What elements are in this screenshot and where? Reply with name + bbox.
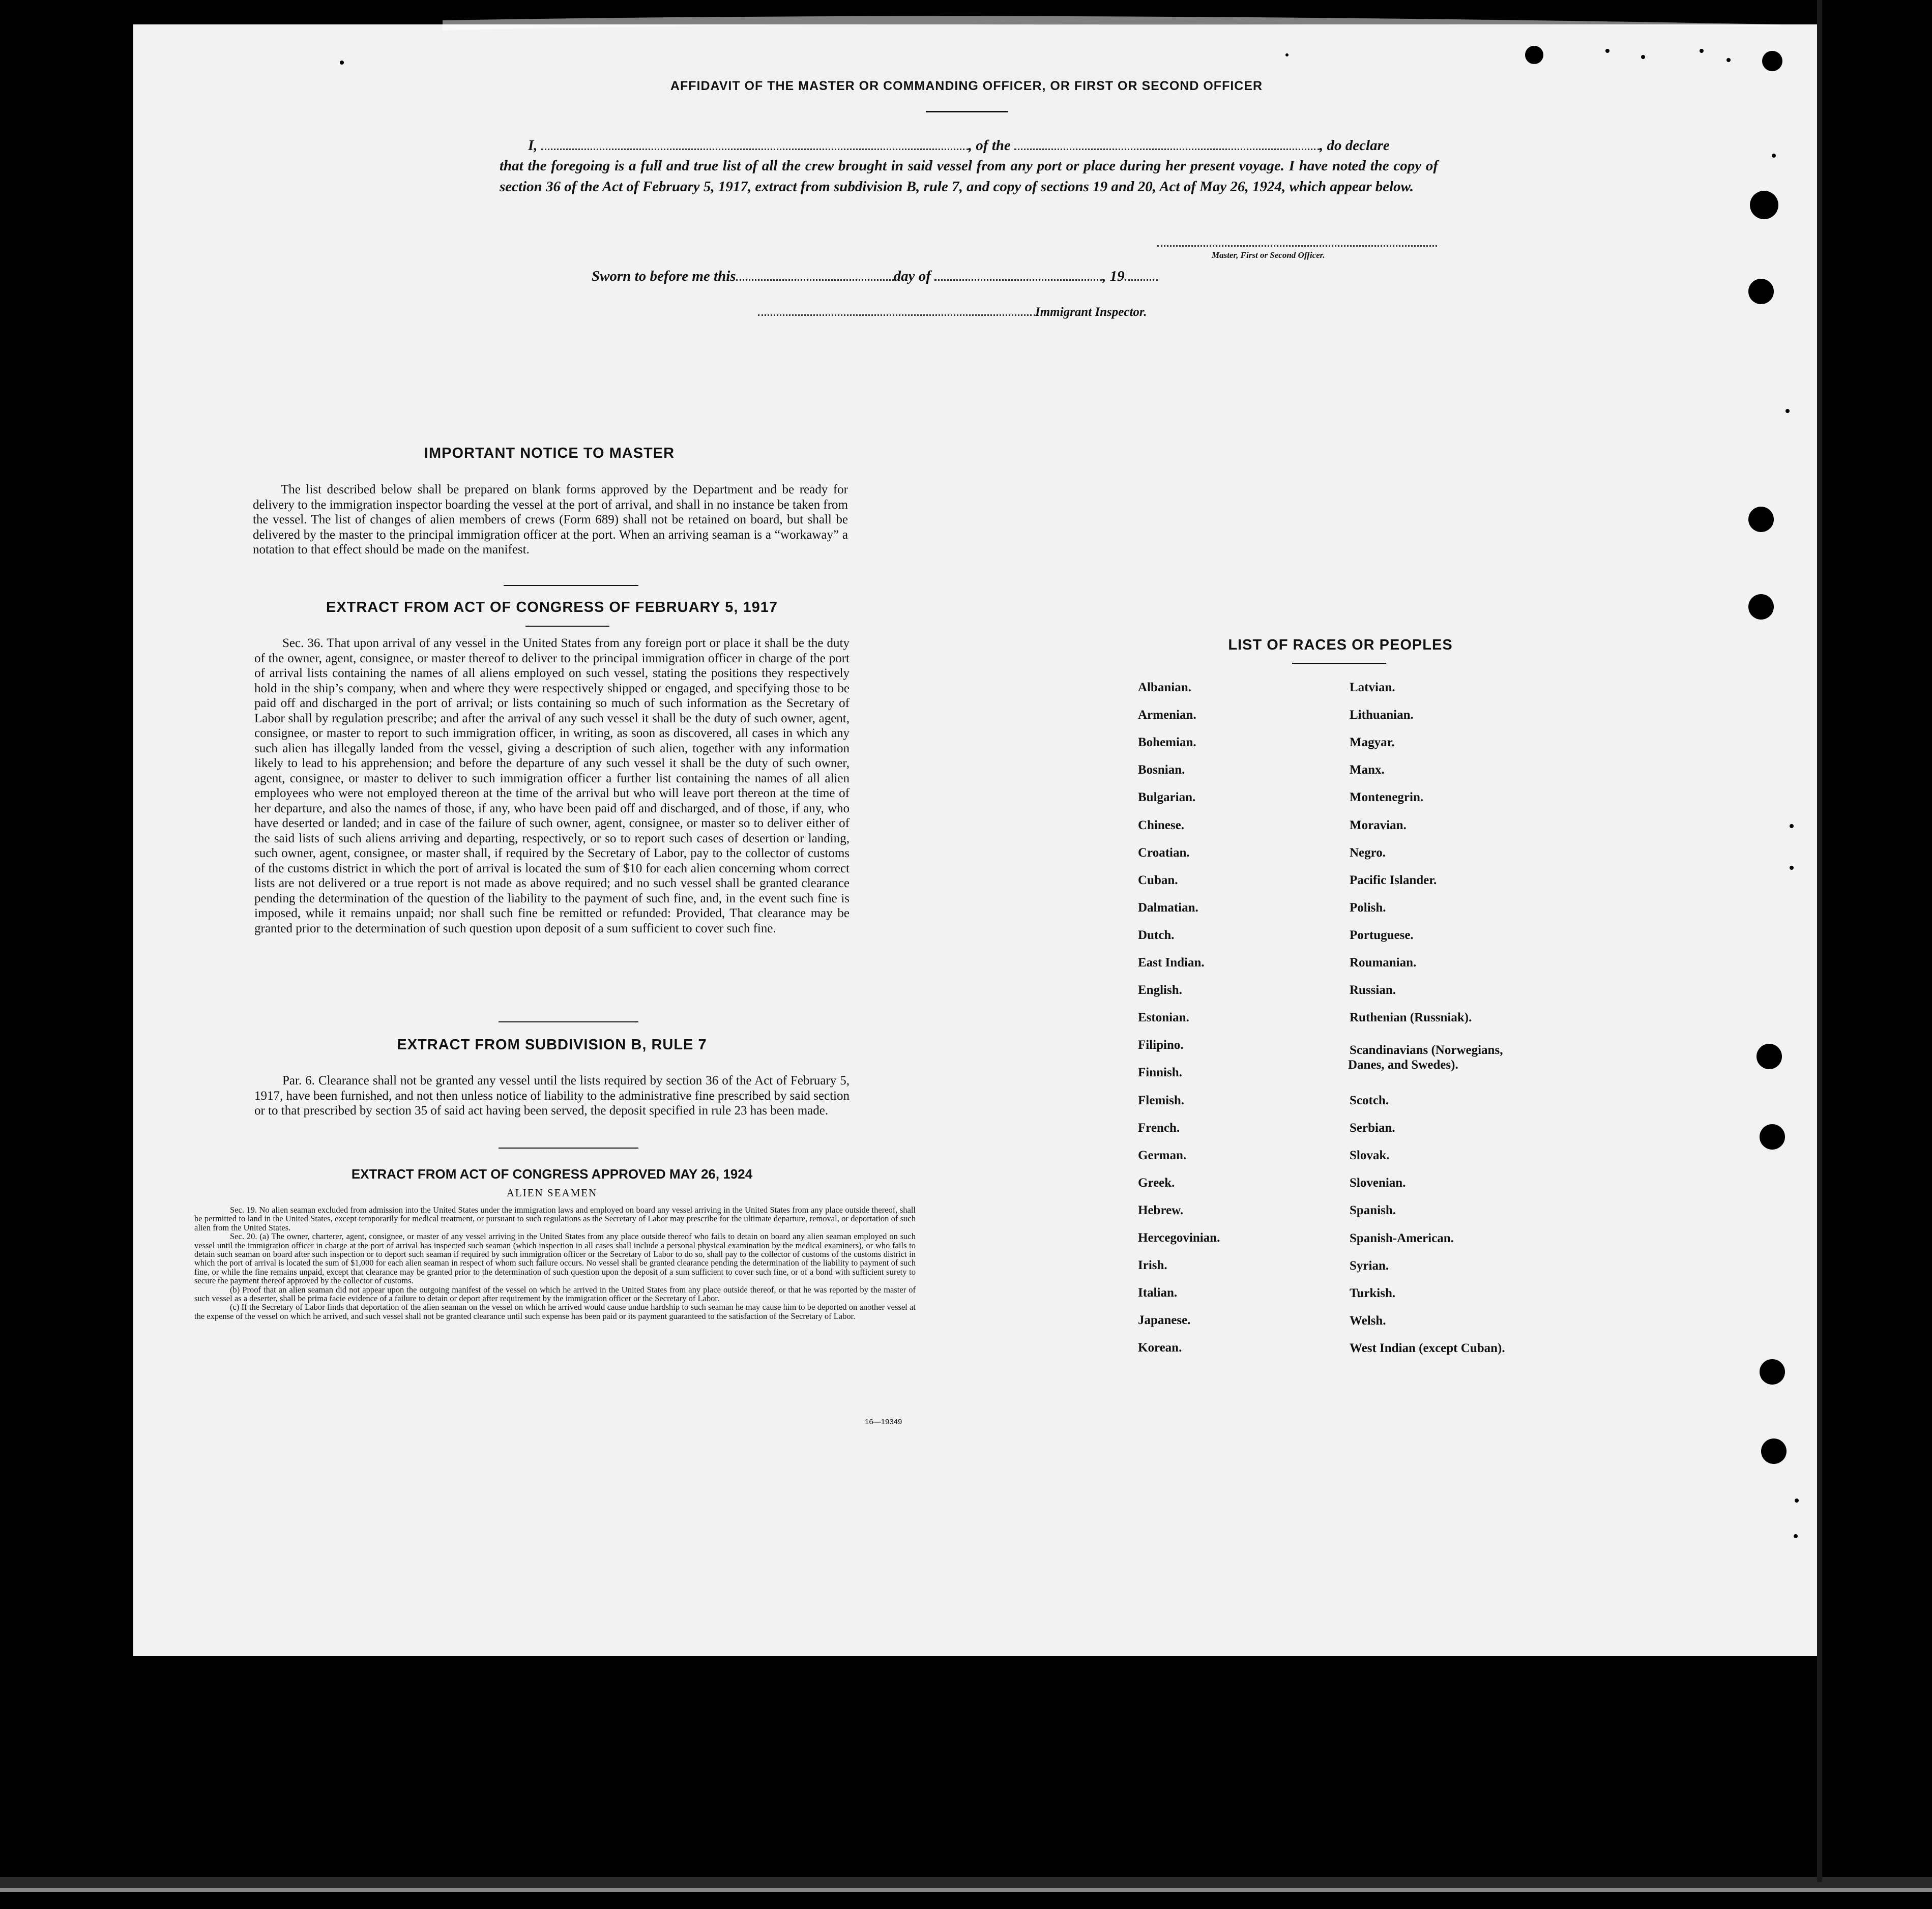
- sworn-day-field[interactable]: [736, 277, 894, 281]
- subdivision-b-title: EXTRACT FROM SUBDIVISION B, RULE 7: [397, 1037, 707, 1053]
- divider: [1292, 663, 1386, 664]
- race-item: Armenian.: [1138, 708, 1196, 722]
- act-1924-subtitle: ALIEN SEAMEN: [506, 1187, 598, 1199]
- race-item: Hebrew.: [1138, 1203, 1184, 1217]
- race-item: Filipino.: [1138, 1038, 1184, 1052]
- race-item: French.: [1138, 1121, 1180, 1135]
- race-item: Portuguese.: [1350, 928, 1414, 942]
- act-1917-sec36: Sec. 36. That upon arrival of any vessel in the United States from any foreign port or place it shall be the duty of the owner, agent, consignee, or master thereof to deliver to the principal immigration officer in charge of the port of arrival lists containing the names of all aliens employed on such vessel, stating the positions they respectively hold in the ship’s company, when and where they were respectively shipped or engaged, and specifying those to be paid off and discharged in the port of arrival; or lists containing so much of such information as the Secretary of Labor shall by regulation prescribe; and after the arrival of any such vessel it shall be the duty of such owner, agent, consignee, or master to report to such immigration officer, in writing, as soon as discovered, all cases in which any such alien has illegally landed from the vessel, giving a description of such alien, together with any information likely to lead to his apprehension; and before the departure of any such vessel it shall be the duty of such owner, agent, consignee, or master to deliver to such immigration officer a further list containing the names of all alien employees who were not employed thereon at the time of the arrival but who will leave port thereon at the time of her departure, and also the names of those, if any, who have been paid off and discharged, and of those, if any, who have deserted or landed; and in case of the failure of such owner, agent, consignee, or master so to deliver either of the said lists of such aliens arriving and departing, respectively, or so to report such cases of desertion or landing, such owner, agent, consignee, or master shall, if required by the Secretary of Labor, pay to the collector of customs of the customs district in which the port of arrival is located the sum of $10 for each alien concerning whom correct lists are not delivered or a true report is not made as above required; and no such vessel shall be granted clearance pending the determination of the question of the liability to the payment of such fine, and, in the event such fine is imposed, while it remains unpaid; nor shall such fine be remitted or refunded: Provided, That clearance may be granted prior to the determination of such question upon deposit of a sum sufficient to cover such fine.: [254, 636, 850, 935]
- act-1924-sec20b: (b) Proof that an alien seaman did not appear upon the outgoing manifest of the vessel on which he arrived in the United States from any place outside thereof, or that he was reported by the master of such vessel as a deserter, shall be prima facie evidence of a failure to detain or deport after requirement by the immigration officer or the Secretary of Labor.: [194, 1284, 916, 1304]
- race-item: Moravian.: [1350, 818, 1407, 832]
- inspector-signature-field[interactable]: [758, 312, 1035, 316]
- affidavit-declaration: that the foregoing is a full and true list of all the crew brought in said vessel from any port or place during her present voyage. I have noted the copy of section 36 of the Act of February 5, 1917, extract from subdivision B, rule 7, and copy of sections 19 and 20, Act of May 26, 1924, which appear below.: [500, 158, 1438, 195]
- races-title: LIST OF RACES OR PEOPLES: [1228, 637, 1453, 653]
- subdivision-b-par6: Par. 6. Clearance shall not be granted any vessel until the lists required by section 36 of the Act of February 5, 1917, have been furnished, and not then unless notice of liability to the administrative fine prescribed by said section or to that prescribed by section 35 of said act having been served, the deposit specified in rule 23 has been made.: [254, 1074, 850, 1118]
- race-item: Korean.: [1138, 1341, 1182, 1355]
- master-signature-field[interactable]: [1157, 243, 1437, 247]
- race-item: Chinese.: [1138, 818, 1184, 832]
- race-item: German.: [1138, 1148, 1187, 1162]
- race-item: Ruthenian (Russniak).: [1350, 1011, 1472, 1025]
- affidavit-title: AFFIDAVIT OF THE MASTER OR COMMANDING OFFICER, OR FIRST OR SECOND OFFICER: [670, 79, 1263, 93]
- race-item: Spanish-American.: [1350, 1231, 1454, 1245]
- race-item: Italian.: [1138, 1286, 1178, 1300]
- race-item: Slovenian.: [1350, 1176, 1406, 1190]
- race-item: Japanese.: [1138, 1313, 1191, 1328]
- divider: [499, 1021, 638, 1022]
- race-item: Flemish.: [1138, 1093, 1184, 1107]
- race-item: Spanish.: [1350, 1203, 1396, 1218]
- sworn-year-prefix: , 19: [1102, 268, 1125, 284]
- act-1924-title: EXTRACT FROM ACT OF CONGRESS APPROVED MAY 26, 1924: [351, 1166, 753, 1182]
- sworn-year-field[interactable]: [1125, 277, 1158, 281]
- race-item: Syrian.: [1350, 1258, 1389, 1273]
- race-item: Hercegovinian.: [1138, 1231, 1220, 1245]
- form-number: 16—19349: [865, 1418, 902, 1426]
- notice-text: [253, 482, 848, 557]
- master-signature-caption: Master, First or Second Officer.: [1212, 250, 1325, 260]
- race-item: Russian.: [1350, 983, 1396, 997]
- sworn-day-of: day of: [893, 268, 931, 284]
- race-item: Welsh.: [1350, 1313, 1386, 1328]
- race-item: Negro.: [1350, 845, 1386, 860]
- declarant-name-field[interactable]: [541, 146, 969, 150]
- divider: [525, 626, 609, 627]
- race-item: Roumanian.: [1350, 956, 1417, 970]
- notice-paragraph: The list described below shall be prepared on blank forms approved by the Department and be ready for delivery to the immigration inspector boarding the vessel at the port of arrival, and shall in no instance be taken from the vessel. The list of changes of alien members of crews (Form 689) shall not be retained on board, but shall be delivered by the master to the principal immigration officer at the port. When an arriving seaman is a “workaway” a notation to that effect should be made on the manifest.: [253, 483, 848, 556]
- declarant-of-label: , of the: [968, 137, 1011, 154]
- declarant-prefix: I,: [528, 137, 538, 154]
- race-item: Latvian.: [1350, 681, 1395, 694]
- race-item: Irish.: [1138, 1258, 1167, 1273]
- act-1924-sec19: Sec. 19. No alien seaman excluded from admission into the United States under the immigration laws and employed on board any vessel arriving in the United States from any place outside thereof, shall be permitted to land in the United States, except temporarily for medical treatment, or pursuant to such regulations as the Secretary of Labor may prescribe for the ultimate departure, removal, or deportation of such alien from the United States.: [194, 1205, 916, 1232]
- race-item: Cuban.: [1138, 873, 1178, 887]
- race-item: Montenegrin.: [1350, 790, 1424, 805]
- race-item: Bohemian.: [1138, 736, 1196, 750]
- sworn-line: [592, 268, 1158, 285]
- subdivision-b-text: [254, 1073, 850, 1119]
- inspector-line: [758, 305, 1147, 319]
- race-item: Scandinavians (Norwegians,: [1350, 1043, 1503, 1057]
- race-item: Slovak.: [1350, 1149, 1390, 1163]
- race-item: Albanian.: [1138, 681, 1191, 694]
- race-item: Lithuanian.: [1350, 708, 1414, 722]
- race-item: West Indian (except Cuban).: [1350, 1341, 1505, 1355]
- divider: [499, 1148, 638, 1149]
- race-item: Finnish.: [1138, 1066, 1182, 1080]
- vessel-name-field[interactable]: [1014, 146, 1320, 150]
- race-item: Bulgarian.: [1138, 790, 1196, 805]
- divider: [926, 111, 1008, 112]
- race-item: Bosnian.: [1138, 763, 1185, 777]
- declare-label: , do declare: [1320, 137, 1390, 154]
- race-item: Dutch.: [1138, 928, 1175, 942]
- race-item: Dalmatian.: [1138, 900, 1198, 915]
- race-item: Scotch.: [1350, 1094, 1389, 1107]
- race-item: Danes, and Swedes).: [1348, 1058, 1458, 1072]
- race-item: Turkish.: [1350, 1286, 1396, 1300]
- declarant-line: [528, 137, 1390, 154]
- inspector-caption: Immigrant Inspector.: [1035, 305, 1147, 319]
- race-item: Serbian.: [1350, 1121, 1395, 1135]
- divider: [504, 585, 638, 586]
- race-item: English.: [1138, 983, 1182, 997]
- act-1924-text: [194, 1206, 916, 1320]
- race-item: Manx.: [1350, 763, 1385, 777]
- notice-title: IMPORTANT NOTICE TO MASTER: [424, 445, 675, 461]
- sworn-prefix: Sworn to before me this: [592, 268, 736, 284]
- race-item: Polish.: [1350, 900, 1386, 915]
- sworn-month-field[interactable]: [934, 277, 1102, 281]
- race-item: Estonian.: [1138, 1011, 1189, 1025]
- race-item: Pacific Islander.: [1350, 873, 1437, 887]
- act-1924-sec20c: (c) If the Secretary of Labor finds that deportation of the alien seaman on the vessel on which he arrived would cause undue hardship to such seaman he may cause him to be deported on another vessel at the expense of the vessel on which he arrived, and such vessel shall not be granted clearance until such expense has been paid or its payment guaranteed to the satisfaction of the Secretary of Labor.: [194, 1302, 916, 1321]
- race-item: East Indian.: [1138, 956, 1205, 970]
- act-1924-sec20a: Sec. 20. (a) The owner, charterer, agent, consignee, or master of any vessel arriving in the United States from any place outside thereof who fails to detain on board any alien seaman employed on such vessel until the immigration officer in charge at the port of arrival has inspected such seaman (which inspection in all cases shall include a personal physical examination by the medical examiners), or who fails to detain such seaman on board after such inspection or to deport such seaman if required by such immigration officer or the Secretary of Labor to do so, shall pay to the collector of customs of the customs district in which the port of arrival is located the sum of $1,000 for each alien seaman in respect of whom such failure occurs. No vessel shall be granted clearance pending the determination of the liability to payment of such fine, or while the fine remains unpaid, except that clearance may be granted prior to the determination of such question upon the deposit of a sum sufficient to cover such fine, or of a bond with sufficient surety to secure the payment thereof approved by the collector of customs.: [194, 1231, 916, 1286]
- act-1917-title: EXTRACT FROM ACT OF CONGRESS OF FEBRUARY 5, 1917: [326, 599, 778, 615]
- race-item: Greek.: [1138, 1176, 1175, 1190]
- act-1917-text: [254, 636, 850, 936]
- race-item: Magyar.: [1350, 736, 1395, 750]
- race-item: Croatian.: [1138, 845, 1190, 860]
